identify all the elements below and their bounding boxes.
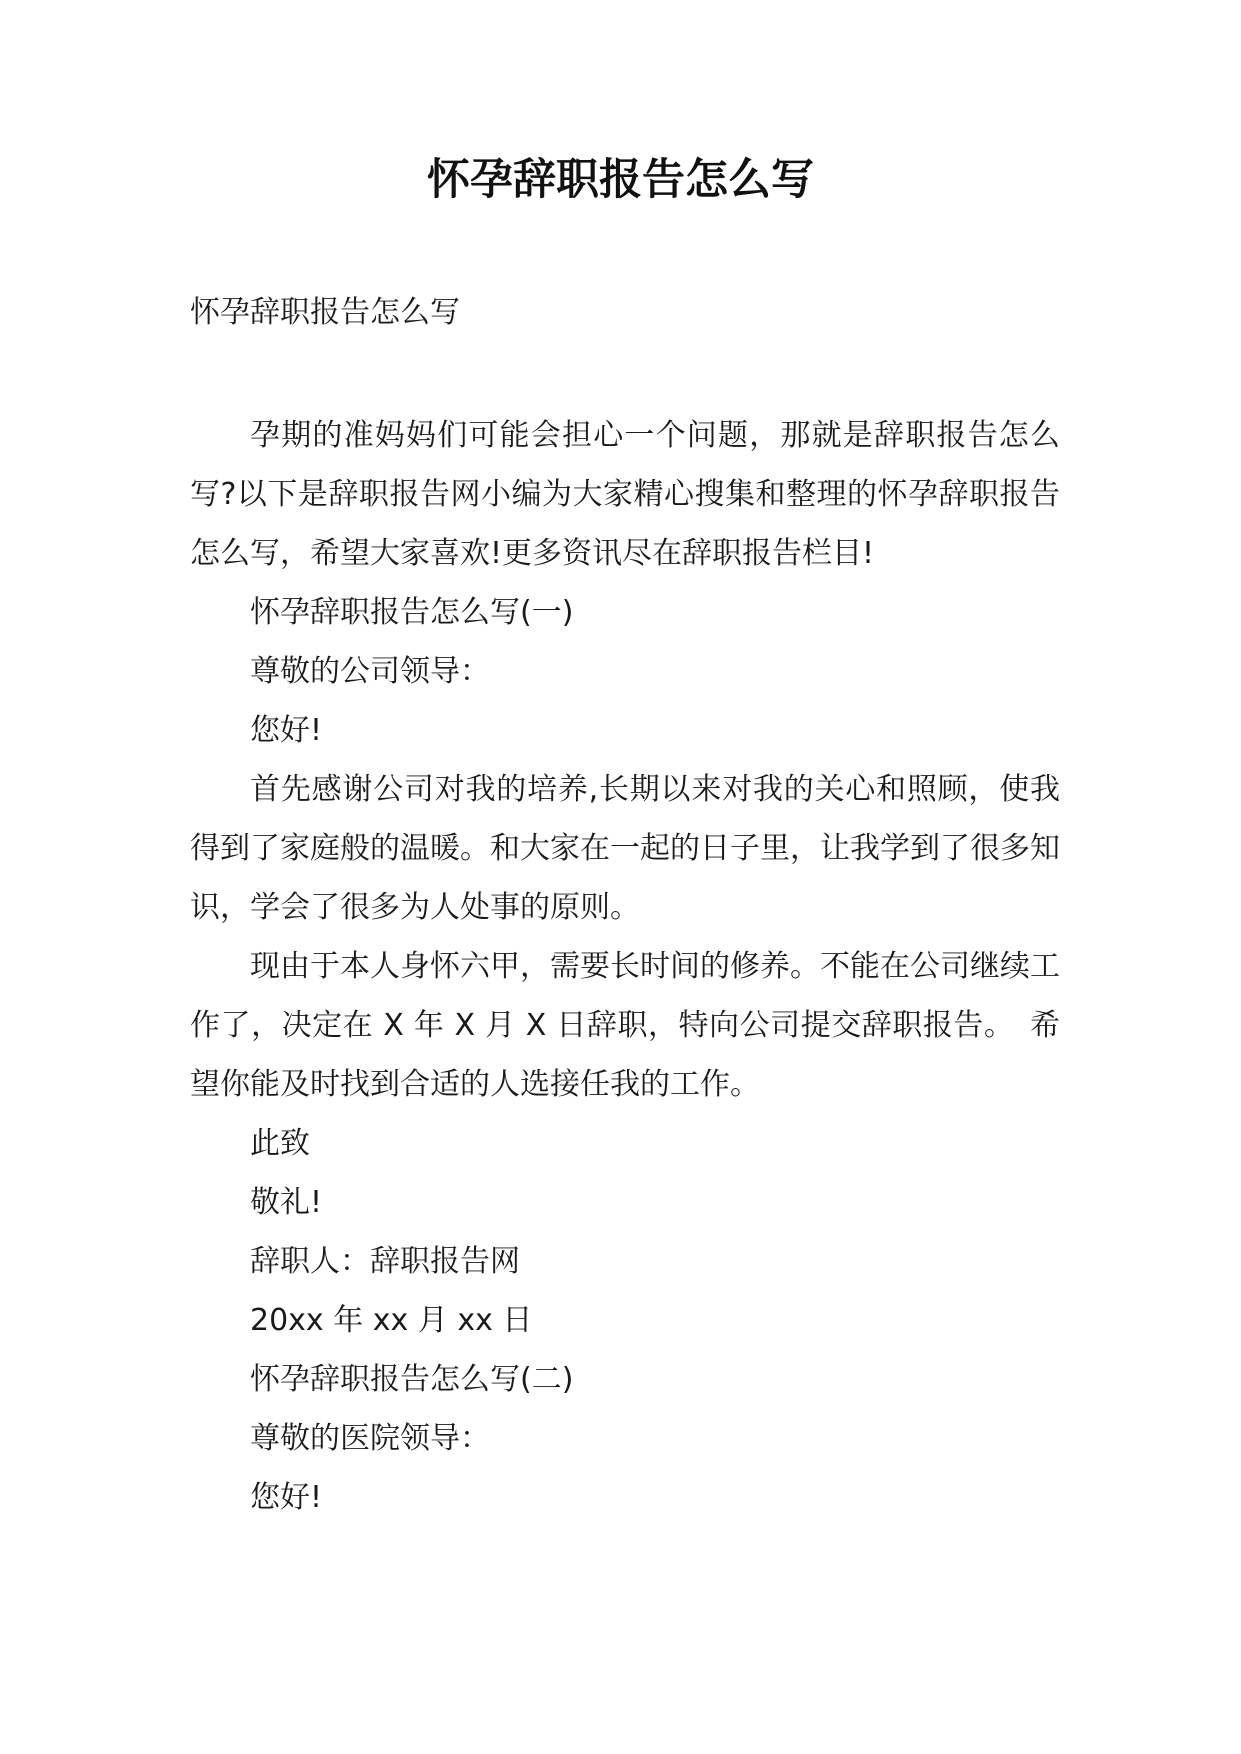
section-heading-one: 怀孕辞职报告怎么写(一) (250, 595, 574, 630)
closing-line: 此致 (250, 1126, 310, 1161)
greeting-one: 您好! (250, 713, 323, 748)
date-line: 20xx 年 xx 月 xx 日 (250, 1303, 533, 1338)
section-heading-two: 怀孕辞职报告怎么写(二) (250, 1362, 574, 1397)
signature-line: 辞职人：辞职报告网 (250, 1244, 520, 1279)
body-paragraph-resignation: 现由于本人身怀六甲，需要长时间的修养。不能在公司继续工作了，决定在 X 年 X 月 X 日辞职，特向公司提交辞职报告。 希望你能及时找到合适的人选接任我的工作。 (190, 949, 1060, 1102)
greeting-two: 您好! (250, 1480, 323, 1515)
salutation-company: 尊敬的公司领导： (250, 654, 490, 689)
closing-salute: 敬礼! (250, 1185, 323, 1220)
document-body (190, 406, 1060, 1527)
body-paragraph-thanks: 首先感谢公司对我的培养,长期以来对我的关心和照顾，使我得到了家庭般的温暖。和大家在一起的日子里，让我学到了很多知识，学会了很多为人处事的原则。 (190, 772, 1060, 925)
intro-paragraph: 孕期的准妈妈们可能会担心一个问题，那就是辞职报告怎么写?以下是辞职报告网小编为大家精心搜集和整理的怀孕辞职报告怎么写，希望大家喜欢!更多资讯尽在辞职报告栏目! (190, 418, 1060, 571)
salutation-hospital: 尊敬的医院领导： (250, 1421, 490, 1456)
document-subtitle: 怀孕辞职报告怎么写 (190, 295, 460, 330)
document-title: 怀孕辞职报告怎么写 (427, 155, 814, 205)
